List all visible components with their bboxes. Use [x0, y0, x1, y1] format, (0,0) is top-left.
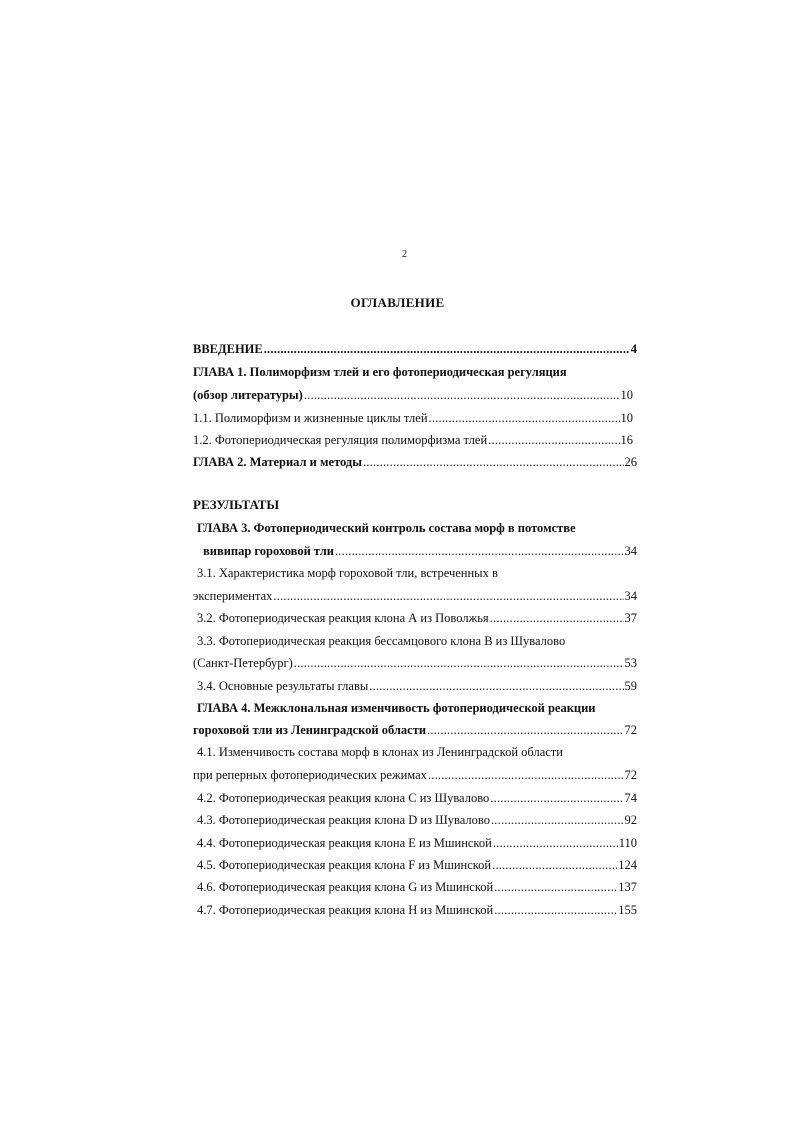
- toc-page: 110: [618, 836, 637, 850]
- toc-entry-ch2[interactable]: [193, 454, 637, 470]
- toc-leader: [429, 410, 620, 426]
- toc-entry-label: экспериментах: [193, 589, 273, 603]
- toc-leader: [369, 678, 623, 694]
- toc-leader: [494, 879, 617, 895]
- toc-entry-label: 4.5. Фотопериодическая реакция клона F из Мшинской: [197, 858, 492, 872]
- toc-entry-ch3[interactable]: [203, 543, 637, 559]
- toc-entry-label: ВВЕДЕНИЕ: [193, 342, 263, 356]
- toc-entry-label: 4.7. Фотопериодическая реакция клона Н из Мшинской: [197, 903, 494, 917]
- toc-leader: [304, 387, 620, 403]
- toc-entry-label: ГЛАВА 2. Материал и методы: [193, 455, 363, 469]
- toc-entry-3-3[interactable]: [193, 655, 637, 671]
- toc-page: 34: [624, 589, 637, 603]
- results-heading: РЕЗУЛЬТАТЫ: [193, 497, 280, 512]
- toc-page: 124: [618, 858, 637, 872]
- toc-entry-3-4[interactable]: [197, 678, 637, 694]
- toc-entry-label: (обзор литературы): [193, 388, 303, 402]
- toc-entry-label: 3.4. Основные результаты главы: [197, 679, 369, 693]
- page-number: 2: [402, 249, 407, 260]
- toc-entry-ch1[interactable]: [193, 387, 633, 403]
- toc-leader: [490, 790, 623, 806]
- toc-page: 34: [624, 544, 637, 558]
- toc-entry-label: 3.2. Фотопериодическая реакция клона А из Поволжья: [197, 611, 489, 625]
- toc-entry-label: (Санкт-Петербург): [193, 656, 293, 670]
- toc-page: 26: [624, 455, 637, 469]
- toc-leader: [264, 341, 630, 357]
- toc-entry-3-2[interactable]: [197, 610, 637, 626]
- toc-leader: [490, 610, 624, 626]
- toc-page: 53: [624, 656, 637, 670]
- toc-leader: [488, 432, 619, 448]
- toc-entry-4-6[interactable]: [197, 879, 637, 895]
- toc-entry-1-1[interactable]: [193, 410, 633, 426]
- toc-entry-4-7[interactable]: [197, 902, 637, 918]
- toc-entry-4-2[interactable]: [197, 790, 637, 806]
- toc-entry-label: гороховой тли из Ленинградской области: [193, 723, 427, 737]
- toc-leader: [427, 722, 623, 738]
- toc-page: 59: [624, 679, 637, 693]
- toc-page: 16: [620, 433, 633, 447]
- toc-entry-4-1-line1[interactable]: 4.1. Изменчивость состава морф в клонах из Ленинградской области: [197, 745, 563, 759]
- toc-page: 10: [620, 411, 633, 425]
- toc-leader: [273, 588, 623, 604]
- toc-page: 72: [624, 768, 637, 782]
- toc-entry-ch4[interactable]: [193, 722, 637, 738]
- toc-page: 10: [620, 388, 633, 402]
- toc-page: 4: [630, 342, 637, 356]
- toc-entry-intro[interactable]: [193, 341, 637, 357]
- toc-leader: [335, 543, 624, 559]
- toc-page: 137: [618, 880, 637, 894]
- toc-leader: [294, 655, 624, 671]
- toc-page: 74: [624, 791, 637, 805]
- toc-page: 72: [624, 723, 637, 737]
- toc-entry-label: 1.1. Полиморфизм и жизненные циклы тлей: [193, 411, 428, 425]
- toc-entry-label: 4.3. Фотопериодическая реакция клона D из Шувалово: [197, 813, 490, 827]
- toc-leader: [494, 902, 617, 918]
- toc-page: 155: [618, 903, 637, 917]
- toc-entry-label: 1.2. Фотопериодическая регуляция полиморфизма тлей: [193, 433, 488, 447]
- toc-page: 37: [624, 611, 637, 625]
- toc-entry-4-5[interactable]: [197, 857, 637, 873]
- toc-entry-4-4[interactable]: [197, 835, 637, 851]
- toc-leader: [492, 857, 617, 873]
- toc-entry-4-3[interactable]: [197, 812, 637, 828]
- toc-entry-3-1[interactable]: [193, 588, 637, 604]
- toc-entry-ch1-line1[interactable]: ГЛАВА 1. Полиморфизм тлей и его фотопериодическая регуляция: [193, 365, 567, 379]
- toc-entry-label: при реперных фотопериодических режимах: [193, 768, 427, 782]
- toc-leader: [363, 454, 623, 470]
- toc-page: 92: [624, 813, 637, 827]
- toc-entry-label: 4.2. Фотопериодическая реакция клона С из Шувалово: [197, 791, 490, 805]
- toc-entry-4-1[interactable]: [193, 767, 637, 783]
- toc-entry-3-1-line1[interactable]: 3.1. Характеристика морф гороховой тли, встреченных в: [197, 566, 498, 580]
- toc-entry-label: 4.6. Фотопериодическая реакция клона G из Мшинской: [197, 880, 494, 894]
- toc-leader: [491, 812, 624, 828]
- toc-entry-3-3-line1[interactable]: 3.3. Фотопериодическая реакция бессамцового клона В из Шувалово: [197, 634, 566, 648]
- toc-entry-ch4-line1[interactable]: ГЛАВА 4. Межклональная изменчивость фотопериодической реакции: [197, 701, 596, 715]
- toc-entry-1-2[interactable]: [193, 432, 633, 448]
- toc-entry-ch3-line1[interactable]: ГЛАВА 3. Фотопериодический контроль состава морф в потомстве: [197, 521, 576, 535]
- toc-title: ОГЛАВЛЕНИЕ: [350, 295, 445, 310]
- toc-leader: [428, 767, 624, 783]
- toc-entry-label: 4.4. Фотопериодическая реакция клона Е из Мшинской: [197, 836, 492, 850]
- toc-leader: [493, 835, 618, 851]
- toc-entry-label: вивипар гороховой тли: [203, 544, 334, 558]
